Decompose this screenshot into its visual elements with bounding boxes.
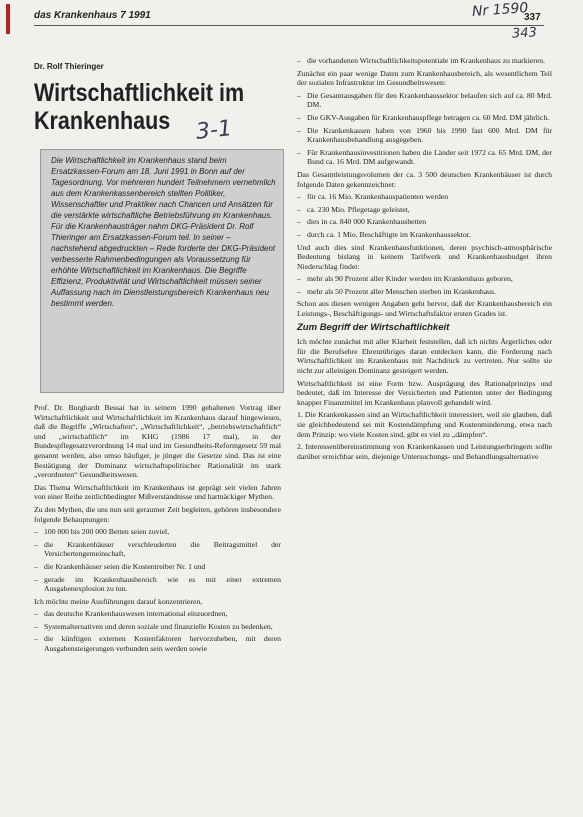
list-item: – die Krankenhäuser seien die Kostentreiber Nr. 1 und	[34, 562, 281, 572]
list-item: – für ca. 16 Mio. Krankenhauspatienten werden	[297, 192, 552, 202]
list-item: – Für Krankenhausinvestitionen haben die Länder seit 1972 ca. 65 Mrd. DM, der Bund ca. 16 Mrd. DM aufgewandt.	[297, 148, 552, 167]
author-name: Dr. Rolf Thieringer	[34, 62, 104, 71]
header-rule	[34, 25, 544, 26]
journal-name: das Krankenhaus	[34, 10, 118, 21]
list-item: – Die Gesamtausgaben für den Krankenhaussektor belaufen sich auf ca. 80 Mrd. DM.	[297, 91, 552, 110]
handwritten-note-sub: 343	[511, 25, 538, 42]
list-item: – das deutsche Krankenhauswesen international einzuordnen,	[34, 609, 281, 619]
myth-list	[34, 527, 281, 594]
left-column	[34, 40, 281, 657]
paragraph: Zu den Mythen, die uns nun seit geraumer Zeit begleiten, gehören insbesondere folgende Behauptungen:	[34, 504, 281, 524]
paragraph: Ich möchte meine Ausführungen darauf konzentrieren,	[34, 596, 203, 606]
paragraph: 1. Die Krankenkassen sind an Wirtschaftlichkeit interessiert, weil sie glauben, daß sie gleichbedeutend sei mit Kostendämpfung und Kostenminderung, etwa nach dem Prinzip: wo viele Kosten sind, gibt es viel zu „dämpfen“.	[297, 410, 552, 439]
paragraph: Wirtschaftlichkeit ist eine Form bzw. Ausprägung des Rationalprinzips und bedeutet, daß im Interesse der Versicherten und Patienten unter der Bedingung knapper Finanzmittel im Krankenhaus planvoll gehandelt wird.	[297, 378, 552, 407]
article-title	[34, 79, 246, 135]
list-item: – durch ca. 1 Mio. Beschäftigte im Krankenhaussektor.	[297, 230, 552, 240]
volume-list	[297, 192, 552, 239]
title-line-2: Krankenhaus	[34, 107, 171, 135]
list-item: – mehr als 50 Prozent aller Menschen sterben im Krankenhaus.	[297, 287, 552, 297]
paragraph: Ich möchte zunächst mit aller Klarheit feststellen, daß ich nichts Ärgerliches oder für die Berufsehre Ehrenrühriges daran entdecken kann, die Forderung nach Wirtschaftlichkeit im Krankenhaus mit Nachdruck zu vertreten. Nur sollte sie nicht zur alleinigen Dominanz gesteigert werden.	[297, 337, 552, 376]
handwritten-note-top: Nr 1590	[471, 0, 529, 20]
paragraph: Prof. Dr. Burghardt Bessai hat in seinem 1990 gehaltenen Vortrag über Wirtschaftlichkeit und Wirtschaftlichkeit im Krankenhaus darauf hingewiesen, daß die Begriffe „Wirtschaften“, „Wirtschaftlichkeit“, „betriebswirtschaftlich“ und „wirtschaftlich“ im KHG (1986 17 mal), in der Bundespflegesatzverordnung 14 mal und im Gesundheits-Reformgesetz 59 mal genannt werden, also umso häufiger, je jünger die Gesetze sind. Das ist eine Bestätigung der Dominanz wirtschaftspolitischer Rationalität im stark „verordneten“ Gesundheitswesen.	[34, 403, 281, 480]
paragraph: Zunächst ein paar wenige Daten zum Krankenhausbereich, als wesentlichem Teil der sozialen Infrastruktur im Gesundheitswesen:	[297, 68, 552, 88]
paragraph: Das Gesamtleistungsvolumen der ca. 3 500 deutschen Krankenhäuser ist durch folgende Daten gekennzeichnet:	[297, 169, 552, 189]
journal-issue: 7 1991	[120, 10, 151, 21]
page-number: 337	[524, 12, 541, 23]
paragraph: Schon aus diesen wenigen Angaben geht hervor, daß der Krankenhausbereich ein Leistungs-, Beschäftigungs- und Wirtschaftsfaktor ersten Grades ist.	[297, 299, 552, 319]
margin-mark	[6, 4, 10, 34]
left-body	[34, 403, 281, 654]
list-item: – mehr als 90 Prozent aller Kinder werden im Krankenhaus geboren,	[297, 274, 552, 284]
list-item: – die vorhandenen Wirtschaftlichkeitspotentiale im Krankenhaus zu markieren.	[297, 56, 552, 66]
list-item: – gerade im Krankenhausbereich wie es mit einer extremen Ausgabenexplosion zu tun.	[34, 575, 281, 594]
list-item: – ca. 230 Mio. Pflegetage geleistet,	[297, 205, 552, 215]
running-header	[34, 10, 151, 21]
paragraph: Das Thema Wirtschaftlichkeit im Krankenhaus ist geprägt seit vielen Jahren von einer Reihe zeitlichbedingter Mißverständnisse und hartnäckiger Mythen.	[34, 482, 281, 502]
list-item: – Systemalternativen und deren soziale und finanzielle Kosten zu bedenken,	[34, 622, 281, 632]
right-column	[297, 56, 552, 464]
list-item: – 100 000 bis 200 000 Betten seien zuviel,	[34, 527, 281, 537]
list-item: – dies in ca. 840 000 Krankenhausbetten	[297, 217, 552, 227]
paragraph: 2. Interessenübereinstimmung von Krankenkassen und Leistungserbringern sollte darüber erreichbar sein, diejenige Untersuchungs- und Behandlungsalternative	[297, 442, 552, 461]
focus-list-continued	[297, 56, 552, 66]
focus-list	[34, 609, 281, 653]
paragraph: Und auch dies sind Krankenhausfunktionen, deren psychisch-atmosphärische Bedeutung bislang in keinem Tarifwerk und Krankenhausbudget ihren Niederschlag findet:	[297, 242, 552, 271]
list-item: – die Krankenhäuser verschleuderten die Beitragsmittel der Versichertengemeinschaft,	[34, 540, 281, 559]
function-list	[297, 274, 552, 296]
section-heading: Zum Begriff der Wirtschaftlichkeit	[297, 321, 450, 333]
expenditure-list	[297, 91, 552, 167]
list-item: – Die Krankenkassen haben von 1960 bis 1990 fast 600 Mrd. DM für Krankenhausbehandlung ausgegeben.	[297, 126, 552, 145]
list-item: – Die GKV-Ausgaben für Krankenhauspflege betragen ca. 60 Mrd. DM jährlich.	[297, 113, 552, 123]
handwritten-title-note: 3-1	[194, 116, 234, 145]
list-item: – die künftigen externen Kostenfaktoren hervorzuheben, mit deren Ausgabensteigerungen verbunden sein werden sowie	[34, 634, 281, 653]
lead-box: Die Wirtschaftlichkeit im Krankenhaus stand beim Ersatzkassen-Forum am 18. Juni 1991 in Bonn auf der Tagesordnung. Vor mehreren hundert Teilnehmern vernehmlich aus dem Krankenkassenbereich stellten Politiker, Wissenschaftler und Praktiker nach Chancen und Ansätzen für die verstärkte wirtschaftliche Betriebsführung im Krankenhaus. Für die Krankenhausträger nahm DKG-Präsident Dr. Rolf Thieringer am Ersatzkassen-Forum teil. In seiner – nachstehend abgedruckten – Rede forderte der DKG-Präsident verbesserte Rahmenbedingungen als Voraussetzung für erhöhte Wirtschaftlichkeit im Krankenhaus. Die Begriffe Effizienz, Produktivität und Wirtschaftlichkeit müssen seiner Auffassung nach im Dienstleistungsbereich Krankenhaus neu bestimmt werden.	[40, 149, 284, 393]
title-line-1: Wirtschaftlichkeit im	[34, 79, 245, 107]
